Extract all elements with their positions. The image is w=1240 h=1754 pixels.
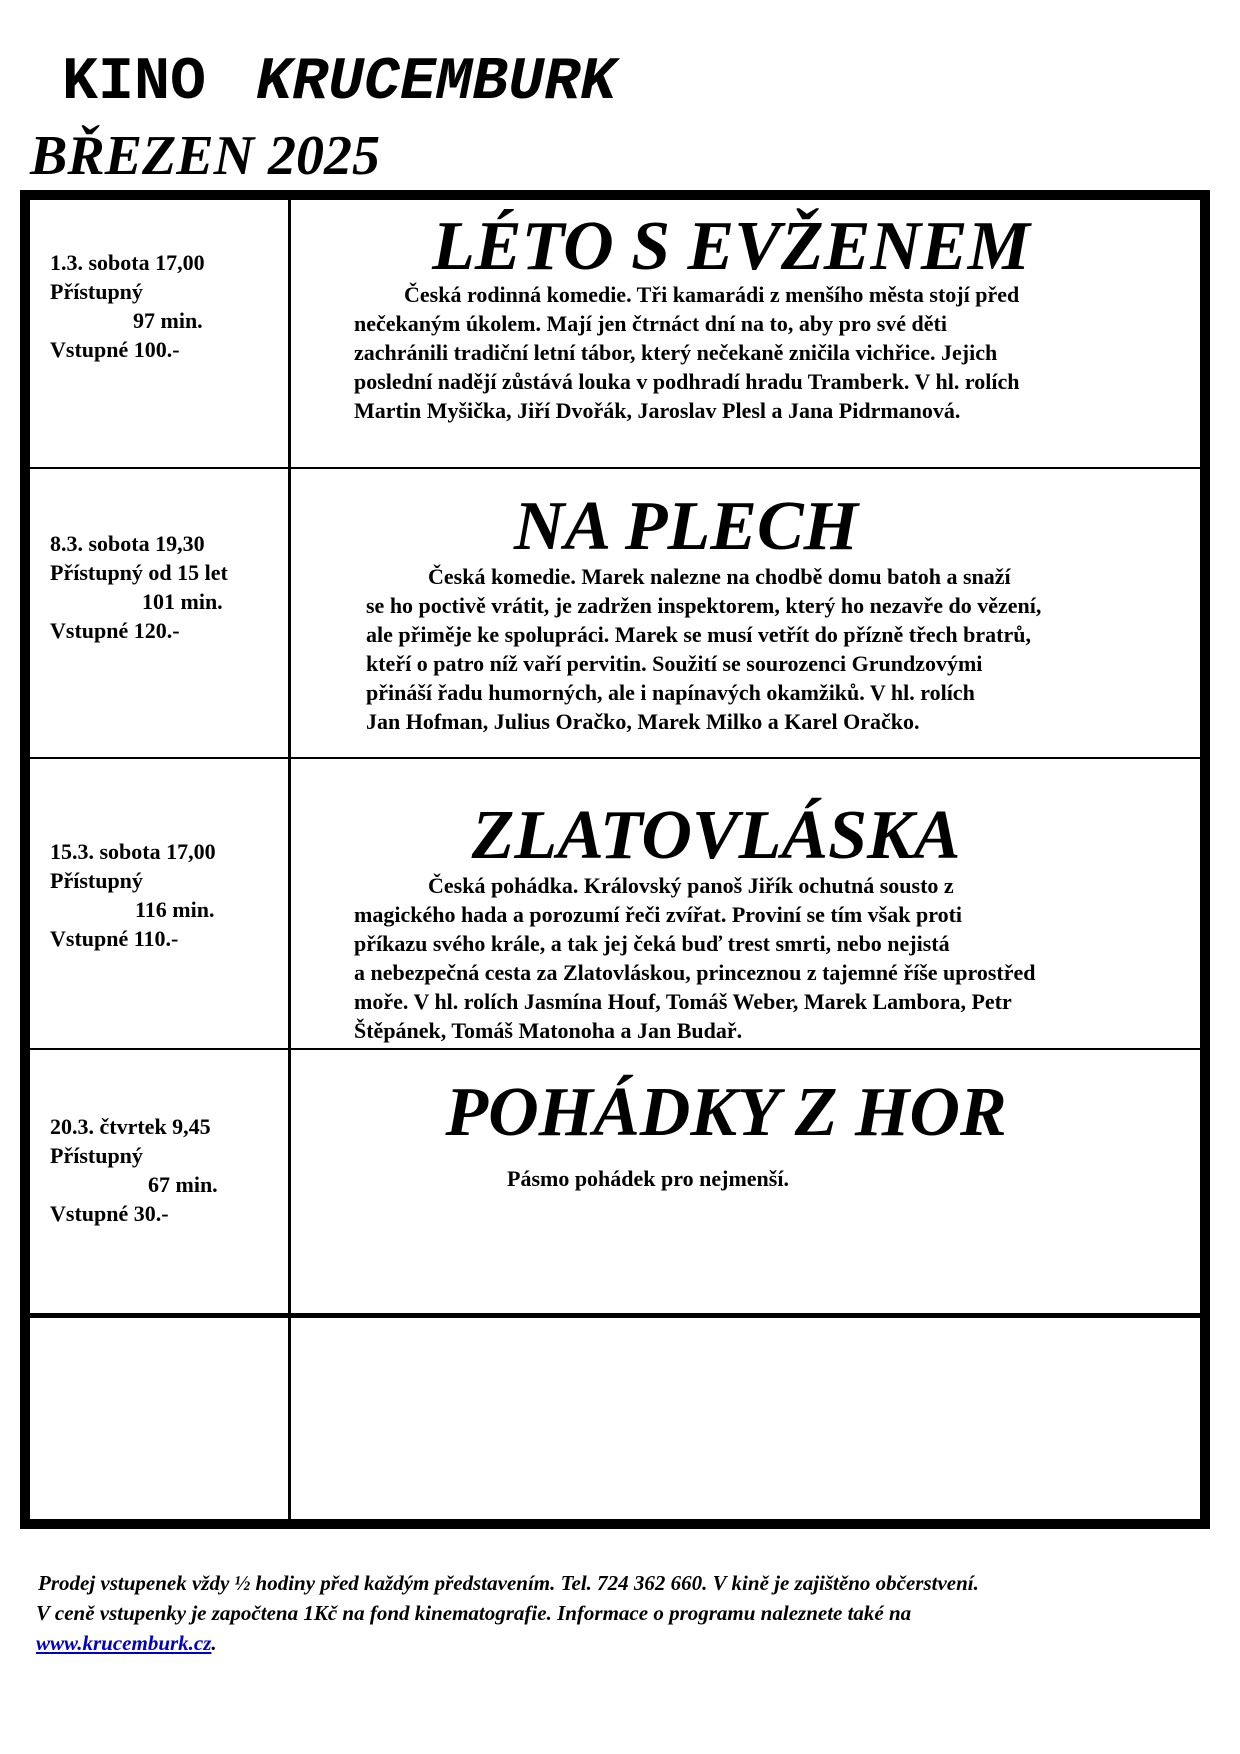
screening-duration: 116 min. <box>135 897 215 922</box>
screening-price: Vstupné 110.- <box>50 926 179 951</box>
screening-price: Vstupné 100.- <box>50 337 180 362</box>
screening-info <box>50 1112 285 1228</box>
cinema-word: KINO <box>62 49 207 117</box>
screening-rating: Přístupný od 15 let <box>50 560 228 585</box>
description-line: zachránili tradiční letní tábor, který nečekaně zničila vichřice. Jejich <box>354 340 998 365</box>
footer-line: Prodej vstupenek vždy ½ hodiny před každým představením. Tel. 724 362 660. V kině je zajištěno občerstvení. <box>38 1571 979 1595</box>
footer-line: V ceně vstupenky je započtena 1Kč na fond kinematografie. Informace o programu naleznete také na <box>36 1601 912 1625</box>
film-description <box>292 871 1200 1045</box>
film-entry <box>292 1074 1200 1193</box>
film-description <box>292 1164 1200 1193</box>
cinema-header <box>62 48 616 118</box>
schedule-table <box>20 190 1210 1529</box>
film-title: LÉTO S EVŽENEM <box>432 208 1030 285</box>
cinema-town: KRUCEMBURK <box>256 49 617 117</box>
screening-rating: Přístupný <box>50 868 143 893</box>
description-line: Štěpánek, Tomáš Matonoha a Jan Budař. <box>354 1018 743 1043</box>
program-month: BŘEZEN 2025 <box>30 125 381 187</box>
screening-rating: Přístupný <box>50 279 143 304</box>
description-line: poslední nadějí zůstává louka v podhradí hradu Tramberk. V hl. rolích <box>354 369 1020 394</box>
film-description <box>292 280 1200 425</box>
screening-price: Vstupné 30.- <box>50 1201 169 1226</box>
screening-date-time: 20.3. čtvrtek 9,45 <box>50 1114 211 1139</box>
description-line: Česká pohádka. Královský panoš Jiřík ochutná sousto z <box>428 873 954 898</box>
screening-rating: Přístupný <box>50 1143 143 1168</box>
screening-duration: 101 min. <box>142 589 223 614</box>
screening-info <box>50 248 285 364</box>
description-line: přináší řadu humorných, ale i napínavých okamžiků. V hl. rolích <box>366 680 975 705</box>
description-line: kteří o patro níž vaří pervitin. Soužití se sourozenci Grundzovými <box>366 651 983 676</box>
film-title: NA PLECH <box>513 488 859 565</box>
footer-period: . <box>211 1631 217 1655</box>
screening-date-time: 8.3. sobota 19,30 <box>50 531 205 556</box>
website-link[interactable]: www.krucemburk.cz <box>36 1631 212 1655</box>
description-line: a nebezpečná cesta za Zlatovláskou, princeznou z tajemné říše uprostřed <box>354 960 1036 985</box>
description-line: příkazu svého krále, a tak jej čeká buď trest smrti, nebo nejistá <box>354 931 950 956</box>
footer-note <box>38 1568 1218 1658</box>
row-divider <box>30 757 1200 759</box>
film-entry <box>292 488 1200 736</box>
screening-price: Vstupné 120.- <box>50 618 180 643</box>
description-line: moře. V hl. rolích Jasmína Houf, Tomáš Weber, Marek Lambora, Petr <box>354 989 1012 1014</box>
film-entry <box>292 208 1200 425</box>
description-line: Martin Myšička, Jiří Dvořák, Jaroslav Plesl a Jana Pidrmanová. <box>354 398 961 423</box>
description-line: magického hada a porozumí řeči zvířat. Proviní se tím však proti <box>354 902 963 927</box>
description-line: se ho poctivě vrátit, je zadržen inspektorem, který ho nezavře do vězení, <box>366 593 1042 618</box>
description-line: Česká rodinná komedie. Tři kamarádi z menšího města stojí před <box>404 282 1020 307</box>
film-entry <box>292 797 1200 1045</box>
film-title: ZLATOVLÁSKA <box>471 797 961 874</box>
screening-date-time: 15.3. sobota 17,00 <box>50 839 216 864</box>
film-description <box>292 562 1200 736</box>
row-divider <box>30 1313 1200 1318</box>
screening-duration: 97 min. <box>133 308 203 333</box>
row-divider <box>30 1048 1200 1050</box>
screening-date-time: 1.3. sobota 17,00 <box>50 250 205 275</box>
description-line: nečekaným úkolem. Mají jen čtrnáct dní na to, aby pro své děti <box>354 311 947 336</box>
screening-info <box>50 529 285 645</box>
description-line: Jan Hofman, Julius Oračko, Marek Milko a Karel Oračko. <box>366 709 920 734</box>
screening-info <box>50 837 285 953</box>
screening-duration: 67 min. <box>148 1172 218 1197</box>
row-divider <box>30 467 1200 469</box>
description-line: Česká komedie. Marek nalezne na chodbě domu batoh a snaží <box>428 564 1011 589</box>
column-divider <box>288 200 291 1519</box>
description-line: ale přiměje ke spolupráci. Marek se musí vetřít do přízně třech bratrů, <box>366 622 1031 647</box>
description-line: Pásmo pohádek pro nejmenší. <box>507 1166 789 1191</box>
film-title: POHÁDKY Z HOR <box>445 1074 1007 1151</box>
